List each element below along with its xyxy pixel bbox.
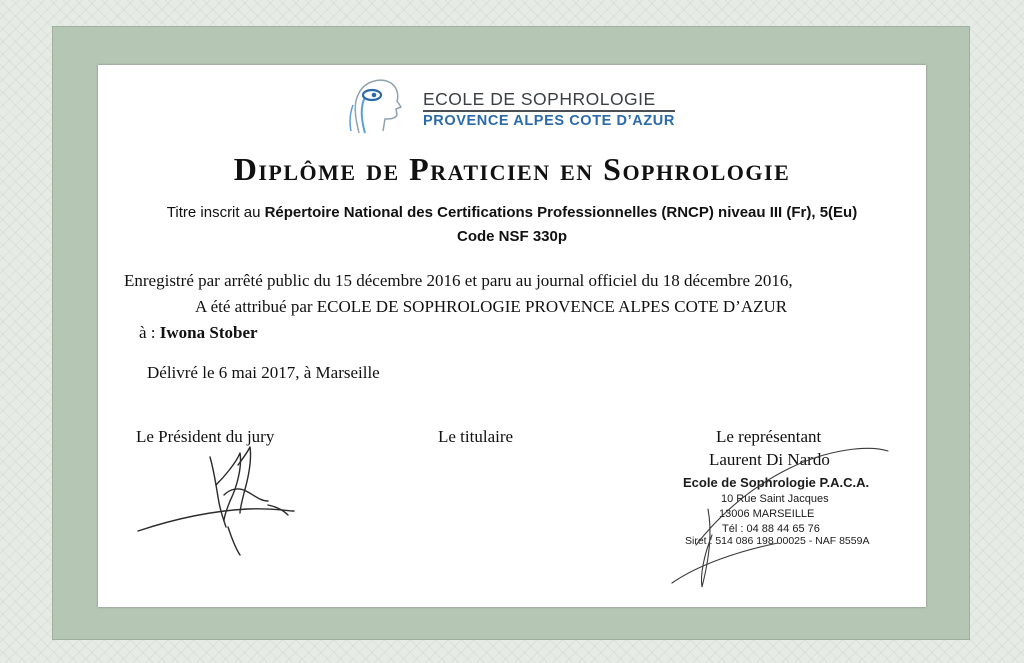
recipient-name: Iwona Stober <box>159 323 258 342</box>
recipient-line <box>139 323 258 343</box>
representative-name: Laurent Di Nardo <box>709 450 830 469</box>
representative-label: Le représentant <box>716 427 822 446</box>
stamp-siret: Siret : 514 086 198 00025 - NAF 8559A <box>685 535 870 547</box>
stamp-street: 10 Rue Saint Jacques <box>721 493 829 505</box>
delivery-line: Délivré le 6 mai 2017, à Marseille <box>147 363 380 382</box>
stamp-city: 13006 MARSEILLE <box>719 508 815 520</box>
registration-line-2: A été attribué par ECOLE DE SOPHROLOGIE PROVENCE ALPES COTE D’AZUR <box>195 297 788 316</box>
stamp-name: Ecole de Sophrologie P.A.C.A. <box>683 475 870 490</box>
rncp-line <box>98 204 926 221</box>
recipient-prefix: à : <box>139 323 160 342</box>
president-signature <box>138 447 294 555</box>
diploma-title: Diplôme de Praticien en Sophrologie <box>233 151 791 187</box>
president-label: Le Président du jury <box>136 427 275 446</box>
certificate-paper <box>98 65 926 607</box>
profile-head-icon <box>345 73 409 137</box>
registration-line-1: Enregistré par arrêté public du 15 décembre 2016 et paru au journal officiel du 18 décembre 2016, <box>124 271 793 290</box>
logo-line-2: PROVENCE ALPES COTE D’AZUR <box>423 113 675 129</box>
stamp-phone: Tél : 04 88 44 65 76 <box>722 523 820 535</box>
logo-divider <box>423 110 675 112</box>
holder-label: Le titulaire <box>438 427 514 446</box>
nsf-code: Code NSF 330p <box>456 228 568 245</box>
rncp-register: Répertoire National des Certifications Professionnelles (RNCP) niveau III (Fr), 5(Eu) <box>264 204 858 221</box>
logo-line-1: ECOLE DE SOPHROLOGIE <box>423 89 656 109</box>
rncp-prefix: Titre inscrit au <box>166 204 265 221</box>
